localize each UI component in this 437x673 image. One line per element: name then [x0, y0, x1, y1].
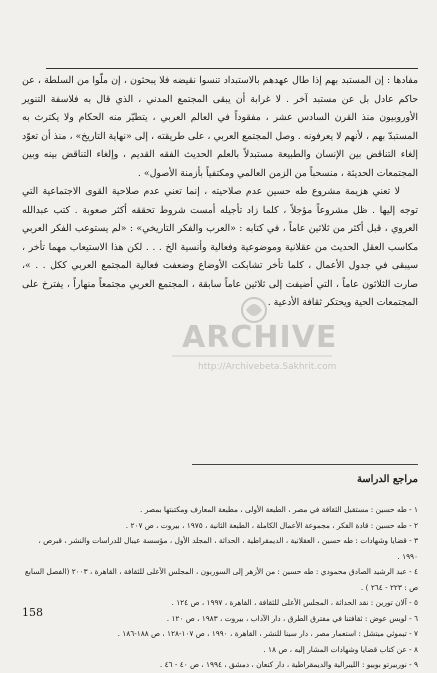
reference-item: ٣ - قضايا وشهادات : طه حسين ، العقلانية ، الديمقراطية ، الحداثة ، المجلد الأول ، مؤسسة عيبال للدراسات والنشر ، قبرص ، ١٩٩٠ .	[38, 536, 418, 561]
reference-item: ٤ - عبد الرشيد الصادق محمودي : طه حسين : من الأزهر إلى السوربون ، المجلس الأعلى للثقافة ، القاهرة ، ٢٠٠٣ (الفصل السابع ص : ٢٢٣ - ٢٦٤ ) .	[24, 567, 418, 592]
watermark-title: ARCHIVE	[182, 320, 338, 355]
paragraph-1: مفادها : إن المستبد بهم إذا طال عهدهم بالاستبداد تنسوا نقيضه فلا يبحثون ، إن ملّوا من السلطة ، عن حاكم عادل بل عن مستبد آخر . لا غرابة أن يبقى المجتمع المدني ، الذي قال به فلاسفة التنوير الأوروبيون منذ القرن السادس عشر ، مفقوداً في العالم العربي ، يتطيّر منه الحكام ولا يكترث به المستبدّ بهم ، لأنهم لا يعرفونه . وصل المجتمع العربي ، على طريقته ، إلى «نهاية التاريخ» ، منذ أن تعوّد إلغاء التناقض بين الإنسان والطبيعة مستبدلاً بالعلم الحديث الفقه القديم ، وإلغاء التناقض بينه وبين المجتمعات الحديثة ، منسحباً من الزمن العالمي ومكتفياً بأزمنة الأصول» .	[22, 75, 418, 179]
top-divider	[46, 68, 418, 69]
reference-item: ٥ - آلان تورين : نقد الحداثة ، المجلس الأعلى للثقافة ، القاهرة ، ١٩٩٧ ، ص ١٢٤ .	[171, 598, 418, 607]
watermark-url: http://Archivebeta.Sakhrit.com	[198, 362, 337, 372]
reference-item: ٩ - نوربيرتو بوبيو : الليبرالية والديمقراطية ، دار كنعان ، دمشق ، ١٩٩٤ ، ص ٤٠ - ٤٦ .	[159, 660, 418, 669]
references-divider	[192, 464, 418, 465]
reference-item: ٦ - لويس عوض : ثقافتنا في مفترق الطرق ، دار الآداب ، بيروت ، ١٩٨٣ ، ص ١٢٠ .	[166, 613, 418, 623]
references-list	[22, 502, 418, 673]
page-number: 158	[22, 606, 43, 619]
document-page	[22, 22, 418, 669]
body-text	[22, 72, 418, 313]
reference-item: ٨ - عن كتاب قضايا وشهادات المشار إليه ، ص ١٨ .	[263, 644, 418, 654]
paragraph-2: لا تعني هزيمة مشروع طه حسين عدم صلاحيته ، إنما تعني عدم صلاحية القوى الاجتماعية التي توجه إليها . ظل مشروعاً مؤجلاً ، كلما زاد تأجيله أمست شروط تحققه أكثر صعوبة . كتب عبدالله العروي ، قبل أكثر من ثلاثين عاماً ، في كتابه : «العرب والفكر التاريخي» : «لم يستوعب الفكر العربي مكاسب العقل الحديث من عقلانية وموضوعية وفعالية وأنسية الخ . . . لكن هذا الاستيعاب مهما تأخر ، سيبقى في جدول الأعمال ، كلما تأخر تشابكت الأوضاع وضعفت فعالية المجتمع العربي ككل . . »، صارت الثلاثون عاماً ، التي أضيفت إلى ثلاثين عاماً سابقة ، المجتمع العربي مجتمعاً منهاراً ، يفترخ على المجتمعات الحية ويحتكر ثقافة الأدعية .	[22, 186, 418, 308]
references-heading: مراجع الدراسة	[356, 474, 418, 485]
reference-item: ١ - طه حسين : مستقبل الثقافة في مصر ، الطبعة الأولى ، مطبعة المعارف ومكتبتها بمصر .	[140, 505, 418, 514]
reference-item: ٢ - طه حسين : قادة الفكر ، مجموعة الأعمال الكاملة ، الطبعة الثانية ، ١٩٧٥ ، بيروت ، ص ٢٠٧ .	[125, 520, 418, 530]
reference-item: ٧ - تيموثي ميتشل : استعمار مصر ، دار سينا للنشر ، القاهرة ، ١٩٩٠ ، ص ١٠٧-١٢٨ ، ص ١٨٨-١٨٦ .	[117, 629, 418, 638]
